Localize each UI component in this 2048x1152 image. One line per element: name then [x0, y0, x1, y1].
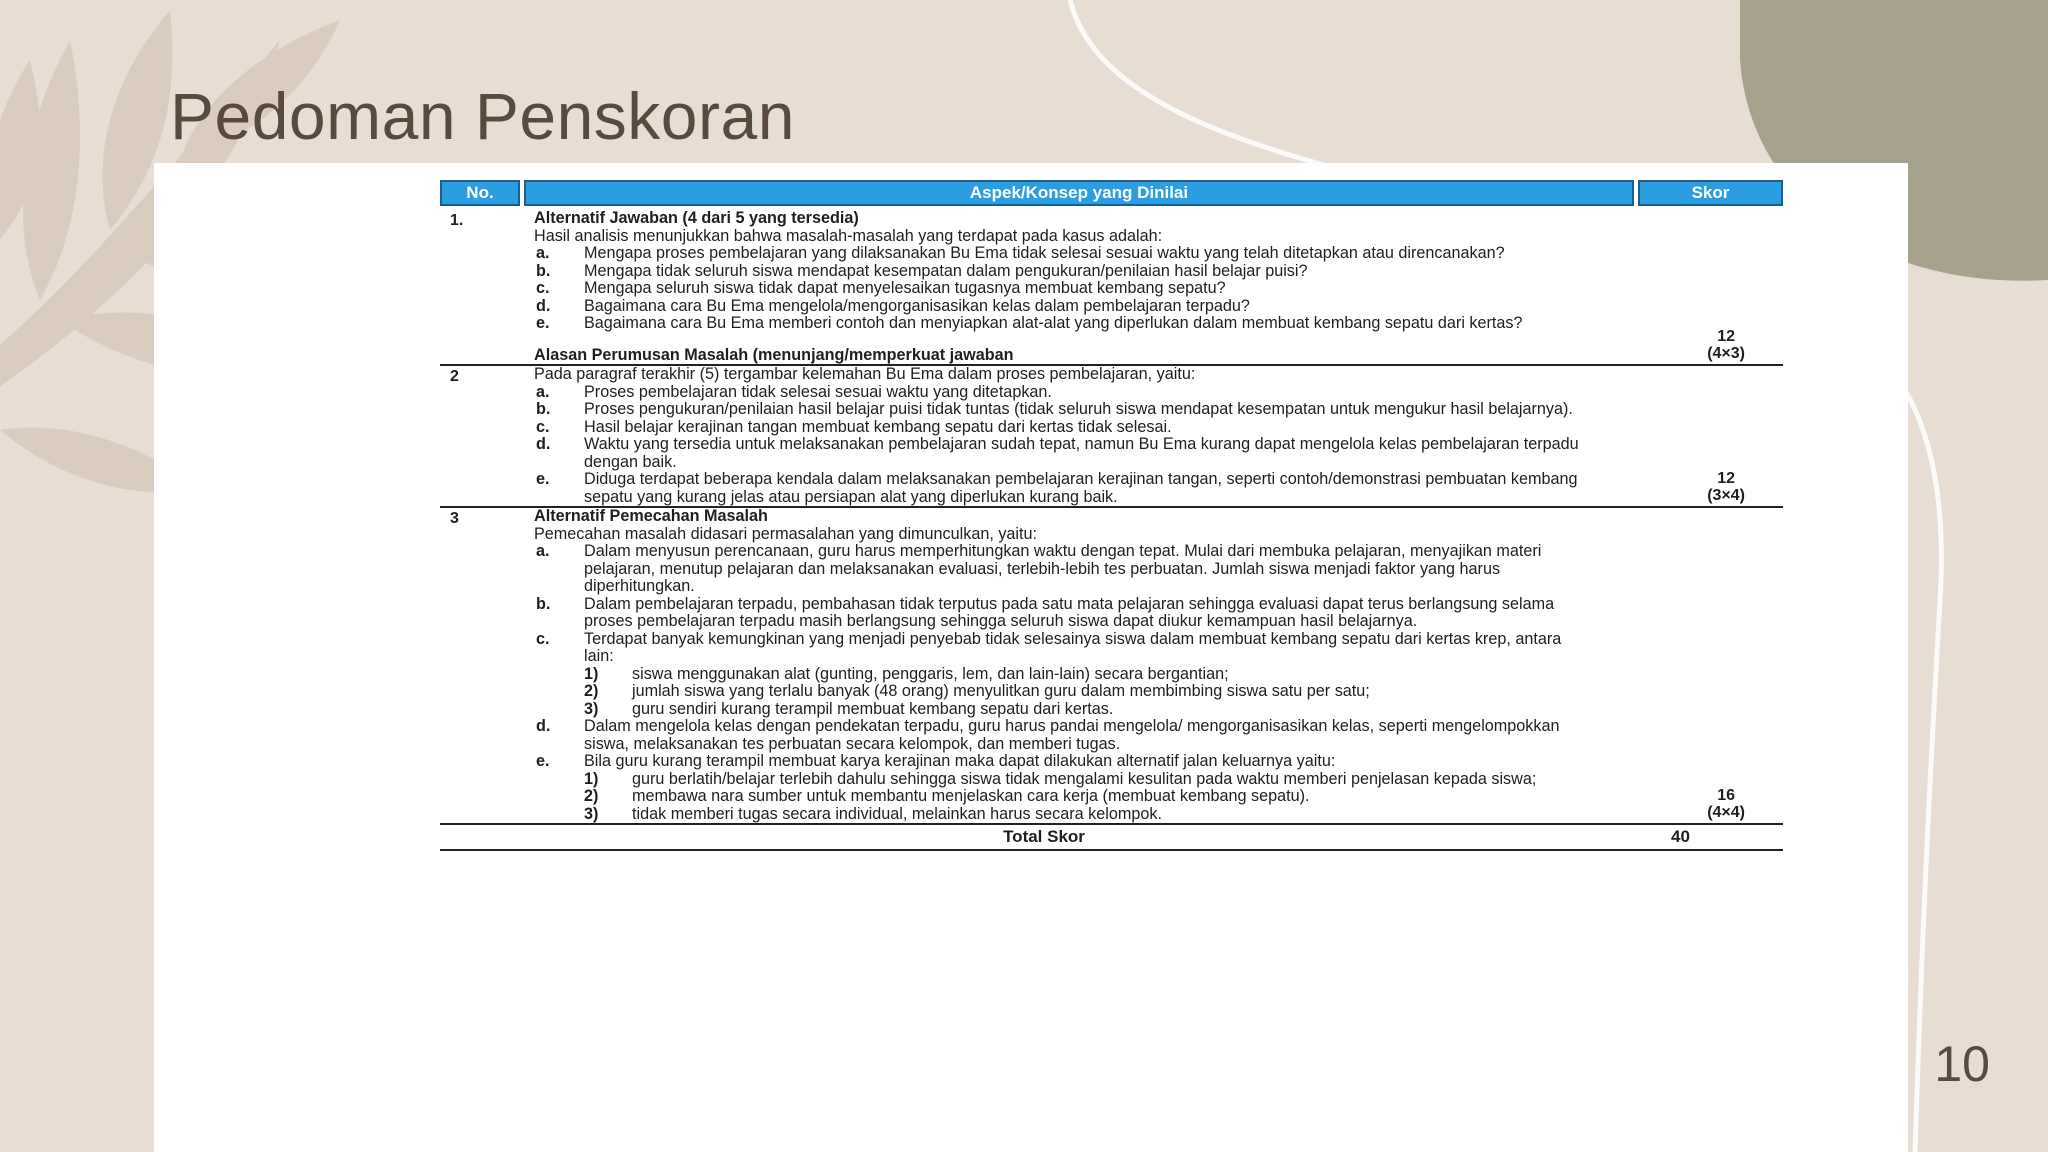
sub-item [584, 806, 1584, 824]
total-value: 40 [1671, 827, 1690, 846]
item-label: e. [536, 470, 550, 488]
scoring-table [440, 180, 1783, 851]
score-value: 12 [1717, 328, 1735, 345]
list-item [534, 384, 1584, 402]
item-text: Proses pengukuran/penilaian hasil belajar puisi tidak tuntas (tidak seluruh siswa mendapat kesempatan untuk mengukur hasil belajarnya). [584, 400, 1573, 418]
section-1 [440, 210, 1783, 366]
list-item [534, 753, 1584, 823]
section-number: 2 [450, 368, 459, 385]
section-content [534, 210, 1584, 364]
sub-item [584, 701, 1584, 719]
sub-item-label: 3) [584, 804, 599, 823]
section-score [1707, 470, 1745, 504]
item-text: Dalam pembelajaran terpadu, pembahasan tidak terputus pada satu mata pelajaran sehingga evaluasi dapat terus berlangsung selama proses pembelajaran terpadu masih berlangsung sehingga seluruh siswa dapat diukur kemampuan hasil belajarnya. [584, 594, 1555, 630]
sub-item [584, 788, 1584, 806]
item-label: a. [536, 542, 550, 560]
item-label: c. [536, 417, 550, 436]
item-text: Mengapa seluruh siswa tidak dapat menyelesaikan tugasnya membuat kembang sepatu? [584, 279, 1226, 297]
sub-item [584, 666, 1584, 684]
section-heading: Alternatif Pemecahan Masalah [534, 507, 768, 525]
sub-item-text: membawa nara sumber untuk membantu menjelaskan cara kerja (membuat kembang sepatu). [632, 787, 1310, 805]
section-footer: Alasan Perumusan Masalah (menunjang/memperkuat jawaban [534, 345, 1014, 364]
sub-item-text: guru berlatih/belajar terlebih dahulu sehingga siswa tidak mengalami kesulitan pada waktu memberi penjelasan kepada siswa; [632, 769, 1537, 788]
item-label: b. [536, 594, 551, 613]
item-text: Bagaimana cara Bu Ema mengelola/mengorganisasikan kelas dalam pembelajaran terpadu? [584, 296, 1250, 315]
list-item [534, 419, 1584, 437]
item-label: c. [536, 629, 550, 648]
list-item [534, 315, 1584, 333]
page-number: 10 [1934, 1036, 1990, 1092]
section-number: 3 [450, 510, 459, 527]
sub-item-text: jumlah siswa yang terlalu banyak (48 orang) menyulitkan guru dalam membimbing siswa satu per satu; [632, 682, 1370, 700]
list-item [534, 471, 1584, 506]
section-intro: Hasil analisis menunjukkan bahwa masalah-masalah yang terdapat pada kasus adalah: [534, 226, 1163, 245]
sub-item-label: 2) [584, 682, 599, 700]
sub-item-text: siswa menggunakan alat (gunting, penggaris, lem, dan lain-lain) secara bergantian; [632, 664, 1229, 683]
section-score [1707, 328, 1745, 362]
item-text: Bagaimana cara Bu Ema memberi contoh dan menyiapkan alat-alat yang diperlukan dalam membuat kembang sepatu dari kertas? [584, 314, 1523, 332]
item-text: Terdapat banyak kemungkinan yang menjadi penyebab tidak selesainya siswa dalam membuat kembang sepatu dari kertas krep, antara lain: [584, 629, 1562, 665]
list-item [534, 436, 1584, 471]
section-score [1707, 787, 1745, 821]
list-item [534, 596, 1584, 631]
list-item [534, 718, 1584, 753]
header-no: No. [440, 180, 520, 206]
list-item [534, 631, 1584, 719]
item-text: Bila guru kurang terampil membuat karya kerajinan maka dapat dilakukan alternatif jalan keluarnya yaitu: [584, 752, 1336, 770]
header-aspek: Aspek/Konsep yang Dinilai [524, 180, 1634, 206]
sub-item-label: 2) [584, 787, 599, 805]
item-text: Mengapa tidak seluruh siswa mendapat kesempatan dalam pengukuran/penilaian hasil belajar puisi? [584, 261, 1308, 280]
item-label: b. [536, 400, 551, 418]
section-content [534, 508, 1584, 823]
item-text: Proses pembelajaran tidak selesai sesuai waktu yang ditetapkan. [584, 382, 1052, 401]
list-item [534, 245, 1584, 263]
item-label: e. [536, 314, 550, 332]
sub-item-label: 1) [584, 664, 599, 683]
item-label: d. [536, 296, 551, 315]
item-text: Hasil belajar kerajinan tangan membuat kembang sepatu dari kertas tidak selesai. [584, 417, 1172, 436]
sub-item-label: 1) [584, 769, 599, 788]
section-heading: Alternatif Jawaban (4 dari 5 yang tersedia) [534, 209, 859, 227]
total-row [440, 823, 1783, 851]
section-intro: Pemecahan masalah didasari permasalahan yang dimunculkan, yaitu: [534, 524, 1038, 543]
section-3 [440, 508, 1783, 823]
item-label: d. [536, 435, 551, 453]
item-label: c. [536, 279, 550, 297]
section-content [534, 366, 1584, 506]
scanned-document [154, 163, 1908, 1152]
item-label: d. [536, 717, 551, 735]
header-skor: Skor [1638, 180, 1783, 206]
sub-item [584, 771, 1584, 789]
list-item [534, 401, 1584, 419]
sub-item-text: tidak memberi tugas secara individual, melainkan harus secara kelompok. [632, 804, 1162, 823]
item-text: Dalam mengelola kelas dengan pendekatan terpadu, guru harus pandai mengelola/ mengorganisasikan kelas, seperti mengelompokkan siswa, melaksanakan tes perbuatan secara kelompok, dan memberi tugas. [584, 717, 1560, 753]
section-intro: Pada paragraf terakhir (5) tergambar kelemahan Bu Ema dalam proses pembelajaran, yaitu: [534, 365, 1196, 383]
list-item [534, 543, 1584, 596]
list-item [534, 263, 1584, 281]
item-text: Dalam menyusun perencanaan, guru harus memperhitungkan waktu dengan tepat. Mulai dari membuka pelajaran, menyajikan materi pelajaran, menutup pelajaran dan melaksanakan evaluasi, terlebih-lebih tes perbuatan. Jumlah siswa menjadi faktor yang harus diperhitungkan. [584, 542, 1542, 595]
item-label: b. [536, 261, 551, 280]
item-label: a. [536, 382, 550, 401]
section-2 [440, 366, 1783, 508]
score-calc: (3×4) [1707, 487, 1745, 504]
table-header [440, 180, 1783, 206]
item-text: Diduga terdapat beberapa kendala dalam melaksanakan pembelajaran kerajinan tangan, seperti contoh/demonstrasi pembuatan kembang sepatu yang kurang jelas atau persiapan alat yang diperlukan kurang baik. [584, 470, 1578, 506]
list-item [534, 280, 1584, 298]
score-calc: (4×3) [1707, 345, 1745, 362]
sub-item-label: 3) [584, 699, 599, 718]
sub-item-text: guru sendiri kurang terampil membuat kembang sepatu dari kertas. [632, 699, 1114, 718]
item-label: e. [536, 752, 550, 770]
score-value: 16 [1717, 787, 1735, 804]
total-label: Total Skor [1003, 827, 1085, 846]
score-calc: (4×4) [1707, 804, 1745, 821]
sub-item [584, 683, 1584, 701]
list-item [534, 298, 1584, 316]
item-text: Waktu yang tersedia untuk melaksanakan pembelajaran sudah tepat, namun Bu Ema kurang dapat mengelola kelas pembelajaran terpadu dengan baik. [584, 435, 1579, 471]
score-value: 12 [1717, 470, 1735, 487]
item-label: a. [536, 244, 550, 262]
slide-title: Pedoman Penskoran [170, 79, 795, 153]
section-number: 1. [450, 212, 464, 229]
item-text: Mengapa proses pembelajaran yang dilaksanakan Bu Ema tidak selesai sesuai waktu yang telah ditetapkan atau direncanakan? [584, 244, 1505, 262]
